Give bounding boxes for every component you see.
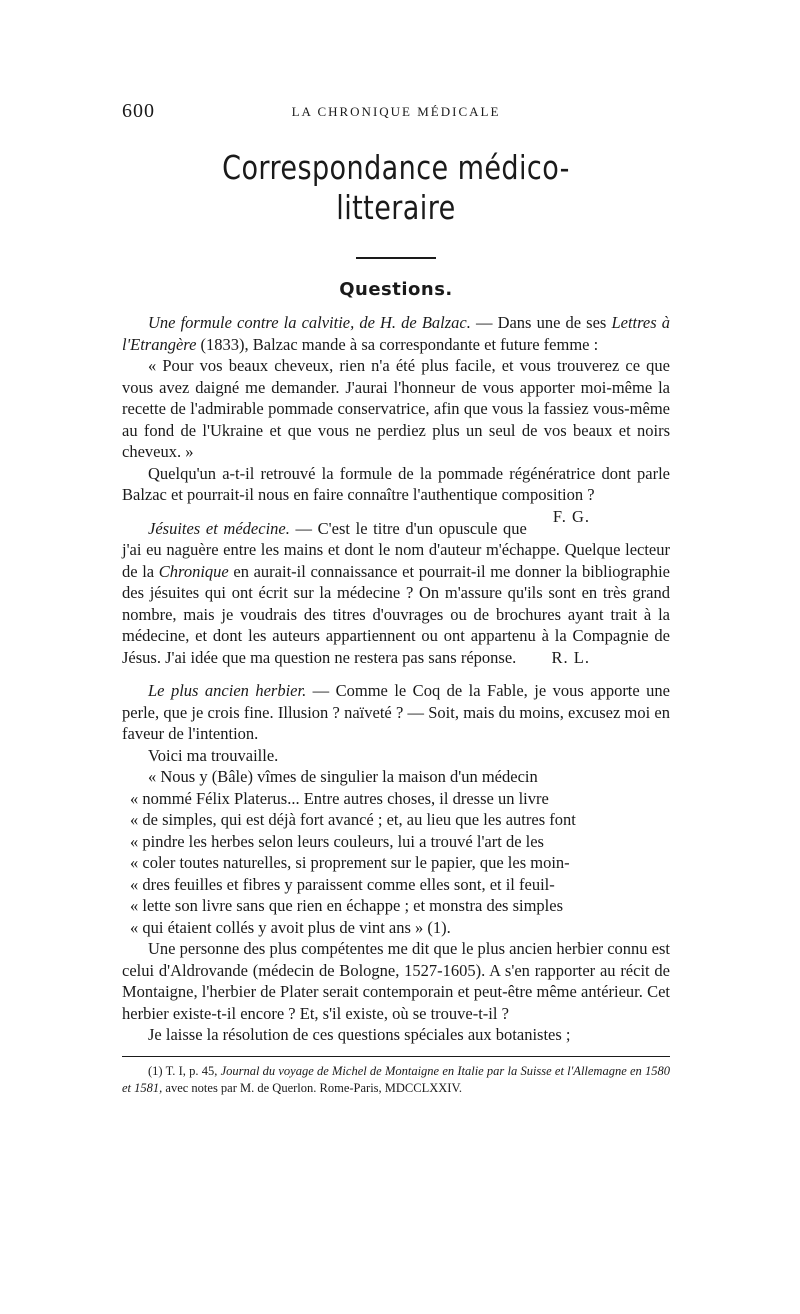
work-title: Lettres à l'Etrangère [122,313,671,354]
quote-line: « lette son livre sans que rien en échappe ; et monstra des simples [130,896,564,916]
balzac-quote: « Pour vos beaux cheveux, rien n'a été plus facile, et vous trouverez ce que vous avez daigné me demander. J'aurai l'honneur de vous apporter moi-même la recette de l'admirable pommade conservatrice, afin que vous la fassiez vous-même au fond de l'Ukraine et que vous ne perdiez plus un seul de vos beaux et noirs cheveux. » [122,356,670,462]
journal-title: LA CHRONIQUE MÉDICALE [291,104,501,119]
section-title: Questions. [339,279,453,301]
herbier-para: Je laisse la résolution de ces questions spéciales aux botanistes ; [148,1025,571,1045]
signature: F. G. [552,506,590,526]
footnote-rest: avec notes par M. de Querlon. Rome-Paris, MDCCLXXIV. [165,1080,463,1095]
title-rule [356,257,436,259]
herbier-para: Une personne des plus compétentes me dit que le plus ancien herbier connu est celui d'Aldrovande (médecin de Bologne, 1527-1605). A s'en rapporter au récit de Montaigne, l'herbier de Plater serait contemporain et peut-être même antérieur. Cet herbier existe-t-il encore ? Et, s'il existe, où se trouve-t-il ? [122,939,670,1023]
page [122,100,670,1097]
balzac-question: Quelqu'un a-t-il retrouvé la formule de la pommade régénératrice dont parle Balzac et pourrait-il nous en faire connaître l'authentique composition ? F. G. [122,463,670,526]
footnote [122,1063,670,1097]
entry-heading: Jésuites et médecine. [148,518,290,538]
footnote-marker: (1) T. I, p. 45, [148,1063,218,1078]
article-title: Correspondance médico-litteraire [222,148,570,227]
signature: R. L. [551,647,590,667]
quote-line: « dres feuilles et fibres y paraissent comme elles sont, et il feuil- [130,874,555,894]
quote-line: « Nous y (Bâle) vîmes de singulier la maison d'un médecin [148,767,538,787]
herbier-find: Voici ma trouvaille. [148,745,279,765]
footnote-italic: Journal du voyage de Michel de Montaigne en Italie par la Suisse et l'Allemagne en 1580 et 1581, [122,1063,670,1095]
quote-line: « nommé Félix Platerus... Entre autres choses, il dresse un livre [130,788,549,808]
running-head [122,100,670,124]
page-number: 600 [122,100,155,122]
quote-line: « de simples, qui est déjà fort avancé ; et, au lieu que les autres font [130,810,576,830]
entry-balzac-intro: Une formule contre la calvitie, de H. de Balzac. — Dans une de ses Lettres à l'Etrangère (1833), Balzac mande à sa correspondante et future femme : [122,313,671,354]
quote-line: « coler toutes naturelles, si proprement sur le papier, que les moin- [130,853,570,873]
quote-line: « qui étaient collés y avoit plus de vint ans » (1). [130,917,451,937]
article-body [122,312,670,1046]
footnote-rule [122,1056,670,1057]
entry-heading: Le plus ancien herbier. [148,681,307,701]
entry-herbier: Le plus ancien herbier. — Comme le Coq de la Fable, je vous apporte une perle, que je crois fine. Illusion ? naïveté ? — Soit, mais du moins, excusez moi en faveur de l'intention. [122,681,670,744]
entry-heading: Une formule contre la calvitie, de H. de Balzac. [148,313,471,333]
quote-line: « pindre les herbes selon leurs couleurs, lui a trouvé l'art de les [130,831,544,851]
entry-jesuites: Jésuites et médecine. — C'est le titre d'un opuscule que j'ai eu naguère entre les mains et dont le nom d'auteur m'échappe. Quelque lecteur de la Chronique en aurait-il connaissance et pourrait-il me donner la bibliographie des jésuites qui ont écrit sur la médecine ? On m'assure qu'ils sont en très grand nombre, mais je voudrais des titres d'ouvrages ou de brochures ayant trait à la médecine, et dont les auteurs appartiennent ou ont appartenu à la Compagnie de Jésus. J'ai idée que ma question ne restera pas sans réponse. R. L. [122,518,670,667]
